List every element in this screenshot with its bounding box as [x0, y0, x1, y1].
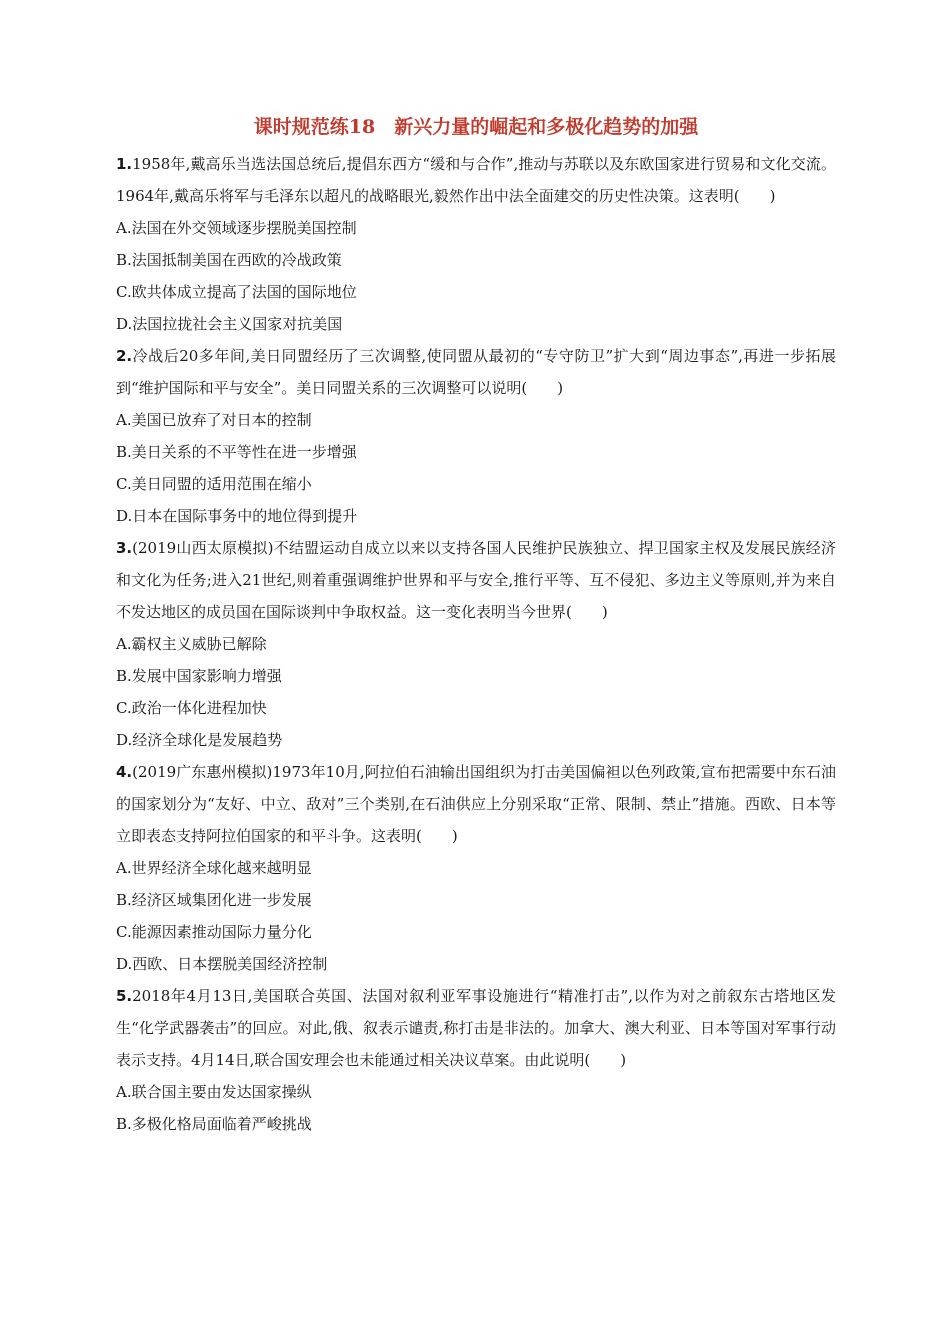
worksheet-page	[116, 112, 836, 1140]
option-b: B.发展中国家影响力增强	[116, 667, 282, 685]
question-text: 1958年,戴高乐当选法国总统后,提倡东西方“缓和与合作”,推动与苏联以及东欧国家进行贸易和文化交流。1964年,戴高乐将军与毛泽东以超凡的战略眼光,毅然作出中法全面建交的历史性决策。这表明( )	[116, 155, 836, 205]
option-c: C.美日同盟的适用范围在缩小	[116, 475, 312, 493]
question-number: 4.	[116, 763, 133, 781]
option-d: D.法国拉拢社会主义国家对抗美国	[116, 315, 343, 333]
option-a: A.霸权主义威胁已解除	[116, 635, 267, 653]
question-3	[116, 532, 836, 756]
option-a: A.美国已放弃了对日本的控制	[116, 411, 312, 429]
option-b: B.法国抵制美国在西欧的冷战政策	[116, 251, 342, 269]
question-1	[116, 148, 836, 340]
question-5	[116, 980, 836, 1140]
question-text: (2019山西太原模拟)不结盟运动自成立以来以支持各国人民维护民族独立、捍卫国家主权及发展民族经济和文化为任务;进入21世纪,则着重强调维护世界和平与安全,推行平等、互不侵犯、多边主义等原则,并为来自不发达地区的成员国在国际谈判中争取权益。这一变化表明当今世界( )	[116, 539, 836, 621]
option-a: A.世界经济全球化越来越明显	[116, 859, 312, 877]
question-stem	[116, 340, 836, 404]
question-4	[116, 756, 836, 980]
question-text: 冷战后20多年间,美日同盟经历了三次调整,使同盟从最初的“专守防卫”扩大到“周边事态”,再进一步拓展到“维护国际和平与安全”。美日同盟关系的三次调整可以说明( )	[116, 347, 836, 397]
question-text: 2018年4月13日,美国联合英国、法国对叙利亚军事设施进行“精准打击”,以作为对之前叙东古塔地区发生“化学武器袭击”的回应。对此,俄、叙表示谴责,称打击是非法的。加拿大、澳大利亚、日本等国对军事行动表示支持。4月14日,联合国安理会也未能通过相关决议草案。由此说明( )	[116, 987, 836, 1069]
option-c: C.政治一体化进程加快	[116, 699, 267, 717]
option-c: C.能源因素推动国际力量分化	[116, 923, 312, 941]
question-number: 5.	[116, 987, 133, 1005]
option-a: A.法国在外交领域逐步摆脱美国控制	[116, 219, 357, 237]
question-2	[116, 340, 836, 532]
option-b: B.美日关系的不平等性在进一步增强	[116, 443, 357, 461]
question-stem	[116, 980, 836, 1076]
question-stem	[116, 756, 836, 852]
question-stem	[116, 532, 836, 628]
question-number: 2.	[116, 347, 133, 365]
option-d: D.经济全球化是发展趋势	[116, 731, 283, 749]
option-c: C.欧共体成立提高了法国的国际地位	[116, 283, 357, 301]
question-number: 1.	[116, 155, 133, 173]
option-d: D.西欧、日本摆脱美国经济控制	[116, 955, 328, 973]
option-b: B.经济区域集团化进一步发展	[116, 891, 312, 909]
worksheet-title: 课时规范练18 新兴力量的崛起和多极化趋势的加强	[253, 116, 699, 138]
option-d: D.日本在国际事务中的地位得到提升	[116, 507, 358, 525]
option-b: B.多极化格局面临着严峻挑战	[116, 1115, 312, 1133]
question-text: (2019广东惠州模拟)1973年10月,阿拉伯石油输出国组织为打击美国偏袒以色列政策,宣布把需要中东石油的国家划分为“友好、中立、敌对”三个类别,在石油供应上分别采取“正常、限制、禁止”措施。西欧、日本等立即表态支持阿拉伯国家的和平斗争。这表明( )	[116, 763, 836, 845]
option-a: A.联合国主要由发达国家操纵	[116, 1083, 312, 1101]
question-number: 3.	[116, 539, 133, 557]
question-stem	[116, 148, 836, 212]
